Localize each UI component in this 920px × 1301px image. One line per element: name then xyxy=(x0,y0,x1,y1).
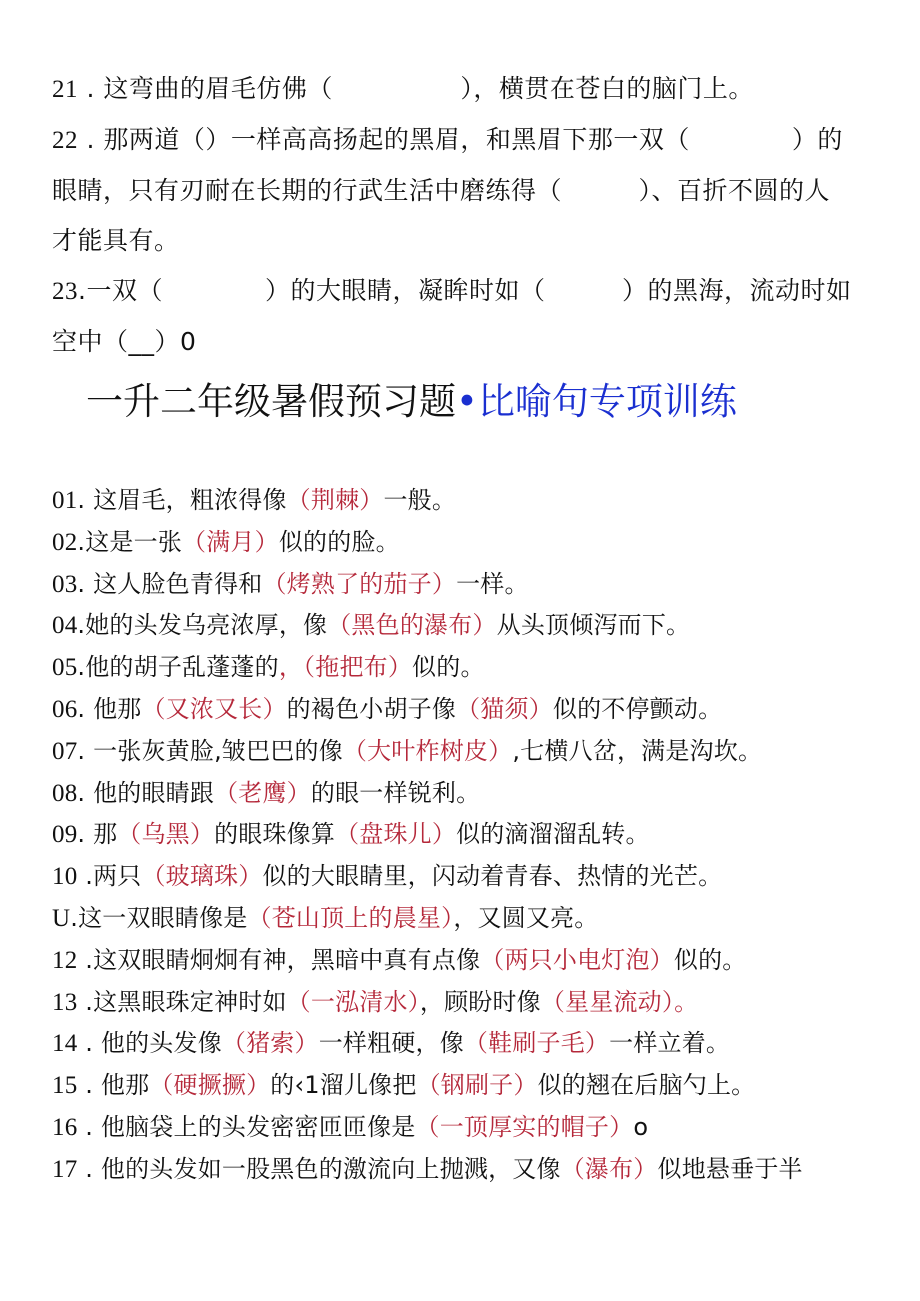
answer: （满月） xyxy=(182,527,279,556)
list-item: 07. 一张灰黄脸,皱巴巴的像（大叶柞树皮）,七横八岔，满是沟坎。 xyxy=(52,736,763,765)
answer: （烤熟了的茄子） xyxy=(262,569,457,598)
answer: （一泓清水） xyxy=(286,987,420,1016)
title-sub: •比喻句专项训练 xyxy=(456,380,737,423)
exercise-22: 22 . 那两道（）一样高高扬起的黑眉，和黑眉下那一双（ ）的 xyxy=(52,125,843,154)
answer: （荆棘） xyxy=(286,486,384,514)
answer: （猪索） xyxy=(221,1029,319,1058)
list-item: 17 . 他的头发如一股黑色的激流向上抛溅，又像（瀑布）似地悬垂于半 xyxy=(52,1154,803,1183)
answer: （乌黑） xyxy=(117,820,215,849)
answer: （又浓又长） xyxy=(141,694,287,723)
list-item: 06. 他那（又浓又长）的褐色小胡子像（猫须）似的不停颤动。 xyxy=(52,694,723,723)
exercise-22-cont-2: 才能具有。 xyxy=(52,226,180,255)
list-item: 04.她的头发乌亮浓厚，像（黑色的瀑布）从头顶倾泻而下。 xyxy=(52,611,691,640)
list-item: 14 . 他的头发像（猪索）一样粗硬，像（鞋刷子毛）一样立着。 xyxy=(52,1029,731,1058)
exercise-23: 23.一双（ ）的大眼睛，凝眸时如（ ）的黑海，流动时如 xyxy=(52,276,852,305)
list-item: 15 . 他那（硬撅撅）的‹1溜儿像把（钢刷子）似的翘在后脑勺上。 xyxy=(52,1071,756,1100)
list-item: 09. 那（乌黑）的眼珠像算（盘珠儿）似的滴溜溜乱转。 xyxy=(52,820,650,849)
list-item: 02.这是一张（满月）似的的脸。 xyxy=(52,527,400,556)
answer: （黑色的瀑布） xyxy=(327,611,497,640)
exercise-23-cont: 空中（__）0 xyxy=(52,327,197,356)
simile-list xyxy=(52,480,882,1191)
exercise-22-cont-1: 眼睛，只有刃耐在长期的行武生活中磨练得（ ）、百折不圆的人 xyxy=(52,176,831,205)
answer: （盘珠儿） xyxy=(335,820,457,849)
title-main: 一升二年级暑假预习题 xyxy=(86,380,456,423)
answer: （一顶厚实的帽子） xyxy=(415,1112,634,1141)
previous-exercises xyxy=(52,64,872,367)
list-item: 08. 他的眼睛跟（老鹰）的眼一样锐利。 xyxy=(52,778,481,807)
answer: （苍山顶上的晨星） xyxy=(247,903,454,932)
answer: （两只小电灯泡） xyxy=(480,945,674,974)
list-item: 10 .两只（玻璃珠）似的大眼睛里，闪动着青春、热情的光芒。 xyxy=(52,862,723,891)
answer: （猫须） xyxy=(456,694,553,723)
exercise-21: 21 . 这弯曲的眉毛仿佛（ ），横贯在苍白的脑门上。 xyxy=(52,74,754,103)
answer: （星星流动）。 xyxy=(540,987,699,1016)
answer: ，（拖把布） xyxy=(278,653,413,682)
list-item: 03. 这人脸色青得和（烤熟了的茄子）一样。 xyxy=(52,569,529,598)
answer: （钢刷子） xyxy=(416,1071,538,1100)
list-item: 05.他的胡子乱蓬蓬的，（拖把布）似的。 xyxy=(52,653,485,682)
answer: （老鹰） xyxy=(214,778,311,807)
answer: （玻璃珠） xyxy=(141,862,263,891)
list-item: 16 . 他脑袋上的头发密密匝匝像是（一顶厚实的帽子）o xyxy=(52,1112,649,1141)
answer: （鞋刷子毛） xyxy=(463,1029,610,1058)
list-item: 12 .这双眼睛炯炯有神，黑暗中真有点像（两只小电灯泡）似的。 xyxy=(52,945,747,974)
section-title xyxy=(86,376,737,428)
answer: （瀑布） xyxy=(560,1154,658,1183)
list-item: 13 .这黑眼珠定神时如（一泓清水），顾盼时像（星星流动）。 xyxy=(52,987,699,1016)
answer: （大叶柞树皮） xyxy=(342,736,513,765)
list-item: U.这一双眼睛像是（苍山顶上的晨星），又圆又亮。 xyxy=(52,903,599,932)
answer: （硬撅撅） xyxy=(149,1071,271,1100)
list-item: 01. 这眉毛，粗浓得像（荆棘）一般。 xyxy=(52,486,457,514)
